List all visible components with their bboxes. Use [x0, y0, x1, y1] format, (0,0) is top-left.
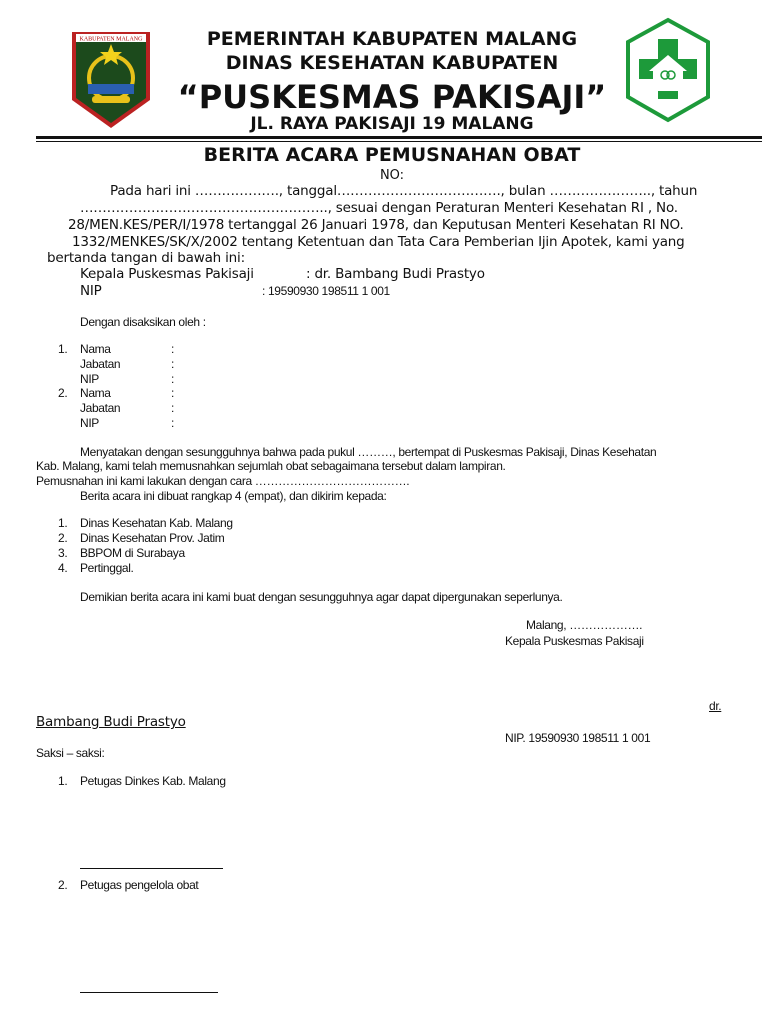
nip-value: : 19590930 198511 1 001 [262, 284, 390, 298]
saksi-item: Petugas Dinkes Kab. Malang [80, 774, 226, 788]
witness-number: 1. [58, 342, 68, 356]
witness-number: 2. [58, 386, 68, 400]
recipient-number: 1. [58, 516, 68, 530]
closing-text: Demikian berita acara ini kami buat dengan sesungguhnya agar dapat dipergunakan seperlunya. [80, 590, 563, 604]
field-colon: : [171, 416, 174, 430]
document-number: NO: [379, 168, 405, 183]
statement-line: Menyatakan dengan sesungguhnya bahwa pada pukul ………, bertempat di Puskesmas Pakisaji, Dinas Kesehatan [80, 445, 657, 459]
nip-label: NIP [80, 283, 102, 299]
intro-line: 1332/MENKES/SK/X/2002 tentang Ketentuan dan Tata Cara Pemberian Ijin Apotek, kami yang [72, 234, 685, 250]
witness-field: NIP [80, 372, 99, 386]
recipient: Pertinggal. [80, 561, 134, 575]
statement-line: Berita acara ini dibuat rangkap 4 (empat), dan dikirim kepada: [80, 489, 387, 503]
witness-field: Jabatan [80, 401, 121, 415]
recipient-number: 4. [58, 561, 68, 575]
field-colon: : [171, 386, 174, 400]
field-colon: : [171, 401, 174, 415]
recipient: BBPOM di Surabaya [80, 546, 185, 560]
saksi-number: 1. [58, 774, 68, 788]
witness-field: NIP [80, 416, 99, 430]
place-date: Malang, ………………. [526, 618, 643, 632]
recipient: Dinas Kesehatan Prov. Jatim [80, 531, 225, 545]
document-title: BERITA ACARA PEMUSNAHAN OBAT [203, 144, 581, 166]
signature-line [80, 992, 218, 993]
logo-text: KABUPATEN MALANG [79, 36, 143, 43]
intro-line: 28/MEN.KES/PER/I/1978 tertanggal 26 Januari 1978, dan Keputusan Menteri Kesehatan RI NO. [68, 217, 684, 233]
header-institution: “PUSKESMAS PAKISAJI” [177, 78, 607, 116]
witness-field: Nama [80, 386, 111, 400]
saksi-item: Petugas pengelola obat [80, 878, 199, 892]
recipient-number: 3. [58, 546, 68, 560]
witness-intro: Dengan disaksikan oleh : [80, 315, 206, 329]
recipient: Dinas Kesehatan Kab. Malang [80, 516, 233, 530]
recipient-number: 2. [58, 531, 68, 545]
field-colon: : [171, 357, 174, 371]
header-divider [36, 136, 762, 139]
header-divider-thin [36, 141, 762, 142]
intro-line: ……………………………………………….., sesuai dengan Peraturan Menteri Kesehatan RI , No. [80, 200, 678, 216]
signatory-name: Bambang Budi Prastyo [36, 714, 186, 730]
signature-line [80, 868, 223, 869]
saksi-number: 2. [58, 878, 68, 892]
field-colon: : [171, 342, 174, 356]
header-address: JL. RAYA PAKISAJI 19 MALANG [250, 114, 534, 134]
signatory-prefix: dr. [709, 699, 722, 713]
signatory-nip: NIP. 19590930 198511 1 001 [505, 731, 651, 745]
intro-line: bertanda tangan di bawah ini: [47, 250, 245, 266]
witnesses-heading: Saksi – saksi: [36, 746, 105, 760]
header-line-2: DINAS KESEHATAN KABUPATEN [225, 52, 559, 74]
intro-line: Pada hari ini ………………., tanggal………………………………., bulan ………………….., tahun [110, 183, 698, 199]
header-line-1: PEMERINTAH KABUPATEN MALANG [206, 28, 578, 50]
field-colon: : [171, 372, 174, 386]
kepala-label: Kepala Puskesmas Pakisaji [80, 266, 254, 282]
witness-field: Nama [80, 342, 111, 356]
statement-line: Kab. Malang, kami telah memusnahkan sejumlah obat sebagaimana tersebut dalam lampiran. [36, 459, 506, 473]
witness-field: Jabatan [80, 357, 121, 371]
kepala-value: : dr. Bambang Budi Prastyo [306, 266, 485, 282]
statement-line: Pemusnahan ini kami lakukan dengan cara …………………………………. [36, 474, 410, 488]
signatory-title: Kepala Puskesmas Pakisaji [505, 634, 644, 648]
